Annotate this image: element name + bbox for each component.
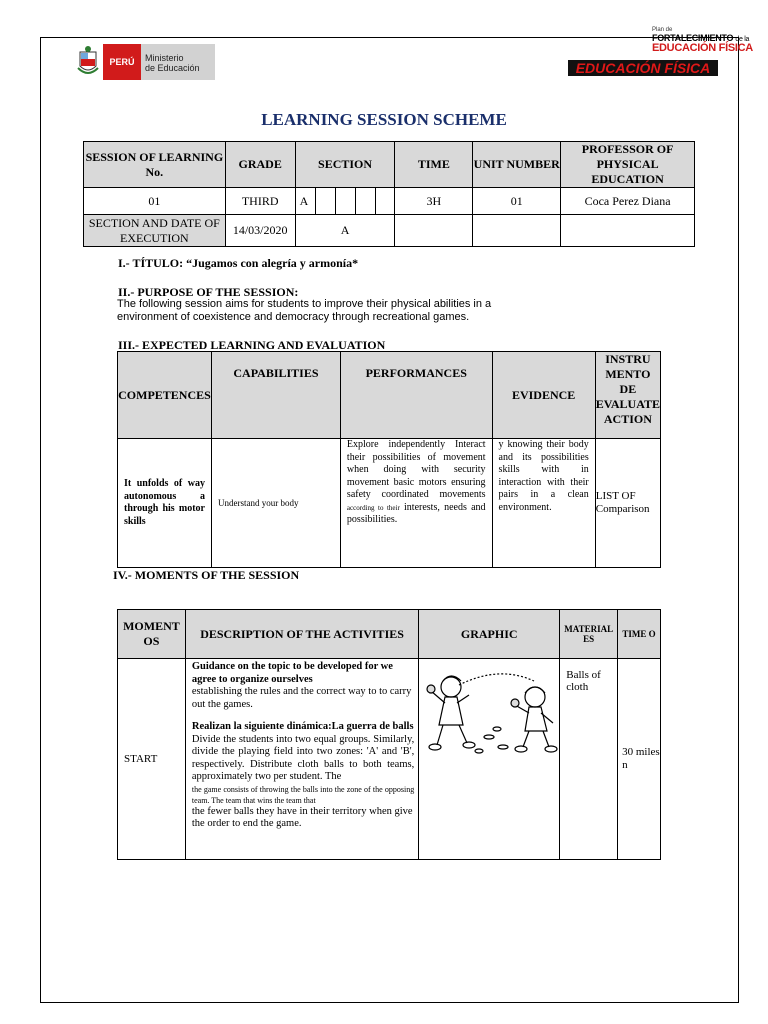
- execution-empty-3: [561, 215, 695, 247]
- capability-text: Understand your body: [211, 439, 340, 568]
- ef-fort-word: FORTALECIMIENTO: [652, 33, 734, 43]
- moments-table: [117, 609, 661, 860]
- info-execution-row: [84, 215, 695, 247]
- ministry-logo: [76, 44, 222, 82]
- document-title: LEARNING SESSION SCHEME: [261, 110, 507, 129]
- purpose-text: The following session aims for students to improve their physical abilities in a environment of coexistence and democracy through recreational games.: [117, 298, 492, 323]
- graphic-cell: [419, 659, 560, 860]
- performance-text: [340, 439, 492, 568]
- value-section: A: [295, 188, 315, 215]
- header-instrument: INSTRU MENTO DE EVALUATE ACTION: [595, 352, 660, 439]
- moments-header-row: [118, 610, 661, 659]
- value-unit: 01: [473, 188, 561, 215]
- evaluation-content-row: [118, 439, 661, 568]
- ef-banner: EDUCACIÓN FÍSICA: [568, 60, 718, 76]
- value-session: 01: [84, 188, 226, 215]
- description-guidance: Guidance on the topic to be developed for we agree to organize ourselves: [191, 661, 393, 685]
- description-small: the game consists of throwing the balls into the zone of the opposing team. The team that wins the team that: [191, 784, 415, 805]
- moment-start-row: [118, 659, 661, 860]
- header-competences: COMPETENCES: [118, 352, 212, 439]
- ministry-name-line1: Ministerio: [145, 53, 184, 63]
- performance-part-2: interests, needs and possibilities.: [346, 501, 486, 525]
- session-info-table: [83, 141, 695, 247]
- section-purpose-heading: II.- PURPOSE OF THE SESSION:: [118, 285, 299, 299]
- section-evaluation-heading: III.- EXPECTED LEARNING AND EVALUATION: [118, 338, 386, 352]
- execution-empty-2: [473, 215, 561, 247]
- ef-plan-text: Plan de: [652, 27, 673, 33]
- value-grade: THIRD: [225, 188, 295, 215]
- execution-date: 14/03/2020: [225, 215, 295, 247]
- instrument-line-2: Comparison: [595, 503, 650, 515]
- execution-empty-1: [395, 215, 473, 247]
- evaluation-header-row: [118, 352, 661, 439]
- performance-part-1: Explore independently Interact their possibilities of movement when doing with security movement basic motors ensuring safety coordinated movements: [346, 439, 486, 500]
- peru-label: PERÚ: [103, 44, 141, 80]
- header-capabilities: CAPABILITIES: [211, 352, 340, 439]
- ministry-badge: [103, 44, 215, 80]
- ministry-name: [145, 53, 200, 73]
- section-moments-heading: IV.- MOMENTS OF THE SESSION: [113, 568, 300, 582]
- moment-start: START: [118, 659, 186, 860]
- peru-coat-of-arms-icon: [76, 44, 100, 80]
- competence-text: It unfolds of way autonomous a through his motor skills: [118, 439, 212, 568]
- header-grade: GRADE: [225, 142, 295, 188]
- value-professor: Coca Perez Diana: [561, 188, 695, 215]
- section-cell-e: [375, 188, 395, 215]
- header-materials: MATERIAL ES: [560, 610, 618, 659]
- header-time-col: TIME O: [618, 610, 661, 659]
- activity-description: [185, 659, 418, 860]
- execution-label: SECTION AND DATE OF EXECUTION: [84, 215, 226, 247]
- description-steps: Divide the students into two equal groups. Similarly, divide the playing field into two zones: 'A' and 'B', respectively. Distribute cloth balls to both teams, approximately two per student. The: [191, 733, 415, 782]
- material-text: Balls of cloth: [560, 659, 618, 860]
- value-time: 3H: [395, 188, 473, 215]
- children-playing-illustration-icon: [419, 667, 559, 757]
- header-session: SESSION OF LEARNING No.: [84, 142, 226, 188]
- header-description: DESCRIPTION OF THE ACTIVITIES: [185, 610, 418, 659]
- time-text: 30 miles n: [618, 659, 661, 860]
- evidence-text: y knowing their body and its possibilities skills with in interaction with their pairs in a clean environment.: [492, 439, 595, 568]
- header-graphic: GRAPHIC: [419, 610, 560, 659]
- description-end: the fewer balls they have in their territory when give the order to end the game.: [191, 805, 413, 829]
- ministry-name-line2: de Educación: [145, 63, 200, 73]
- header-moments: MOMENT OS: [118, 610, 186, 659]
- section-cell-b: [315, 188, 335, 215]
- section-cell-c: [335, 188, 355, 215]
- performance-small: according to their: [346, 503, 400, 512]
- execution-section: A: [295, 215, 395, 247]
- section-title-heading: I.- TÍTULO: “Jugamos con alegría y armonía*: [118, 256, 359, 270]
- header-performances: PERFORMANCES: [340, 352, 492, 439]
- header-professor: PROFESSOR OF PHYSICAL EDUCATION: [561, 142, 695, 188]
- instrument-text: [595, 439, 660, 568]
- evaluation-table: [117, 351, 661, 568]
- info-value-row: [84, 188, 695, 215]
- instrument-line-1: LIST OF: [595, 490, 636, 502]
- info-header-row: [84, 142, 695, 188]
- header-section: SECTION: [295, 142, 395, 188]
- header-unit: UNIT NUMBER: [473, 142, 561, 188]
- ef-educacion-text: EDUCACIÓN FÍSICA: [652, 42, 753, 54]
- header-evidence: EVIDENCE: [492, 352, 595, 439]
- ef-de-la: de la: [735, 36, 750, 43]
- description-dynamic: Realizan la siguiente dinámica:La guerra de balls: [191, 721, 414, 732]
- description-rules: establishing the rules and the correct way to to carry out the games.: [191, 686, 412, 710]
- header-time: TIME: [395, 142, 473, 188]
- section-cell-d: [355, 188, 375, 215]
